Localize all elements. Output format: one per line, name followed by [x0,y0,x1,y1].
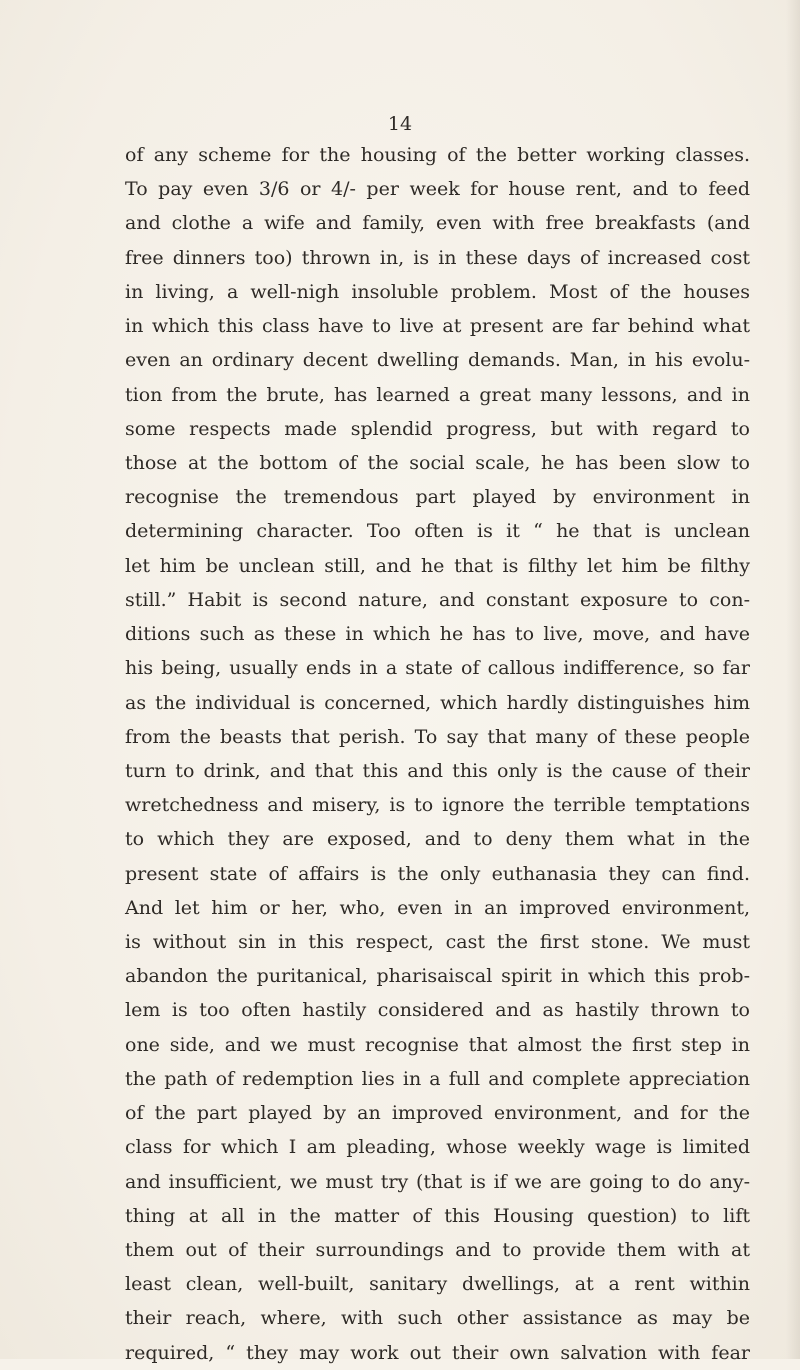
text-line: least clean, well-built, sanitary dwellings, at a rent within [125,1273,750,1296]
text-line: from the beasts that perish. To say that many of these people [125,725,750,748]
text-line: as the individual is concerned, which hardly distinguishes him [125,691,750,714]
text-line: required, “ they may work out their own salvation with fear [125,1341,750,1364]
text-line: recognise the tremendous part played by environment in [125,486,750,509]
text-line: let him be unclean still, and he that is filthy let him be filthy [125,554,750,577]
text-line: of any scheme for the housing of the better working classes. [125,144,750,166]
text-line: in living, a well-nigh insoluble problem. Most of the houses [125,280,750,303]
text-line: And let him or her, who, even in an improved environment, [125,896,750,919]
text-line: his being, usually ends in a state of callous indifference, so far [125,657,750,680]
text-line: wretchedness and misery, is to ignore the terrible temptations [125,794,750,817]
text-line: still.” Habit is second nature, and constant exposure to con- [125,588,750,611]
text-line: their reach, where, with such other assistance as may be [125,1307,750,1330]
text-line: To pay even 3/6 or 4/- per week for house rent, and to feed [125,178,750,201]
text-line: and clothe a wife and family, even with free breakfasts (and [125,212,750,235]
text-line: them out of their surroundings and to provide them with at [125,1239,750,1261]
text-line: some respects made splendid progress, but with regard to [125,417,750,440]
text-line: ditions such as these in which he has to live, move, and have [125,623,750,646]
text-line: those at the bottom of the social scale, he has been slow to [125,451,750,474]
text-line: and insufficient, we must try (that is if we are going to do any- [125,1170,750,1193]
text-line: in which this class have to live at present are far behind what [125,315,750,338]
text-line: one side, and we must recognise that almost the first step in [125,1033,750,1056]
text-line: class for which I am pleading, whose weekly wage is limited [125,1136,750,1159]
text-line: turn to drink, and that this and this only is the cause of their [125,759,750,782]
text-line: is without sin in this respect, cast the first stone. We must [125,931,750,954]
text-line: lem is too often hastily considered and as hastily thrown to [125,999,750,1022]
text-line: tion from the brute, has learned a great many lessons, and in [125,383,750,406]
body-text [125,138,750,1370]
text-line: abandon the puritanical, pharisaiscal spirit in which this prob- [125,965,750,988]
page-number: 14 [387,113,413,135]
text-line: free dinners too) thrown in, is in these days of increased cost [125,246,750,269]
text-line: present state of affairs is the only euthanasia they can find. [125,862,750,885]
text-line: the path of redemption lies in a full and complete appreciation [125,1067,750,1090]
page-edge-shadow [786,0,800,1359]
text-line: to which they are exposed, and to deny them what in the [125,828,750,851]
text-line: even an ordinary decent dwelling demands. Man, in his evolu- [125,349,750,372]
text-line: thing at all in the matter of this Housing question) to lift [125,1204,750,1227]
text-line: of the part played by an improved environment, and for the [125,1102,750,1125]
text-line: determining character. Too often is it “ he that is unclean [125,520,750,543]
